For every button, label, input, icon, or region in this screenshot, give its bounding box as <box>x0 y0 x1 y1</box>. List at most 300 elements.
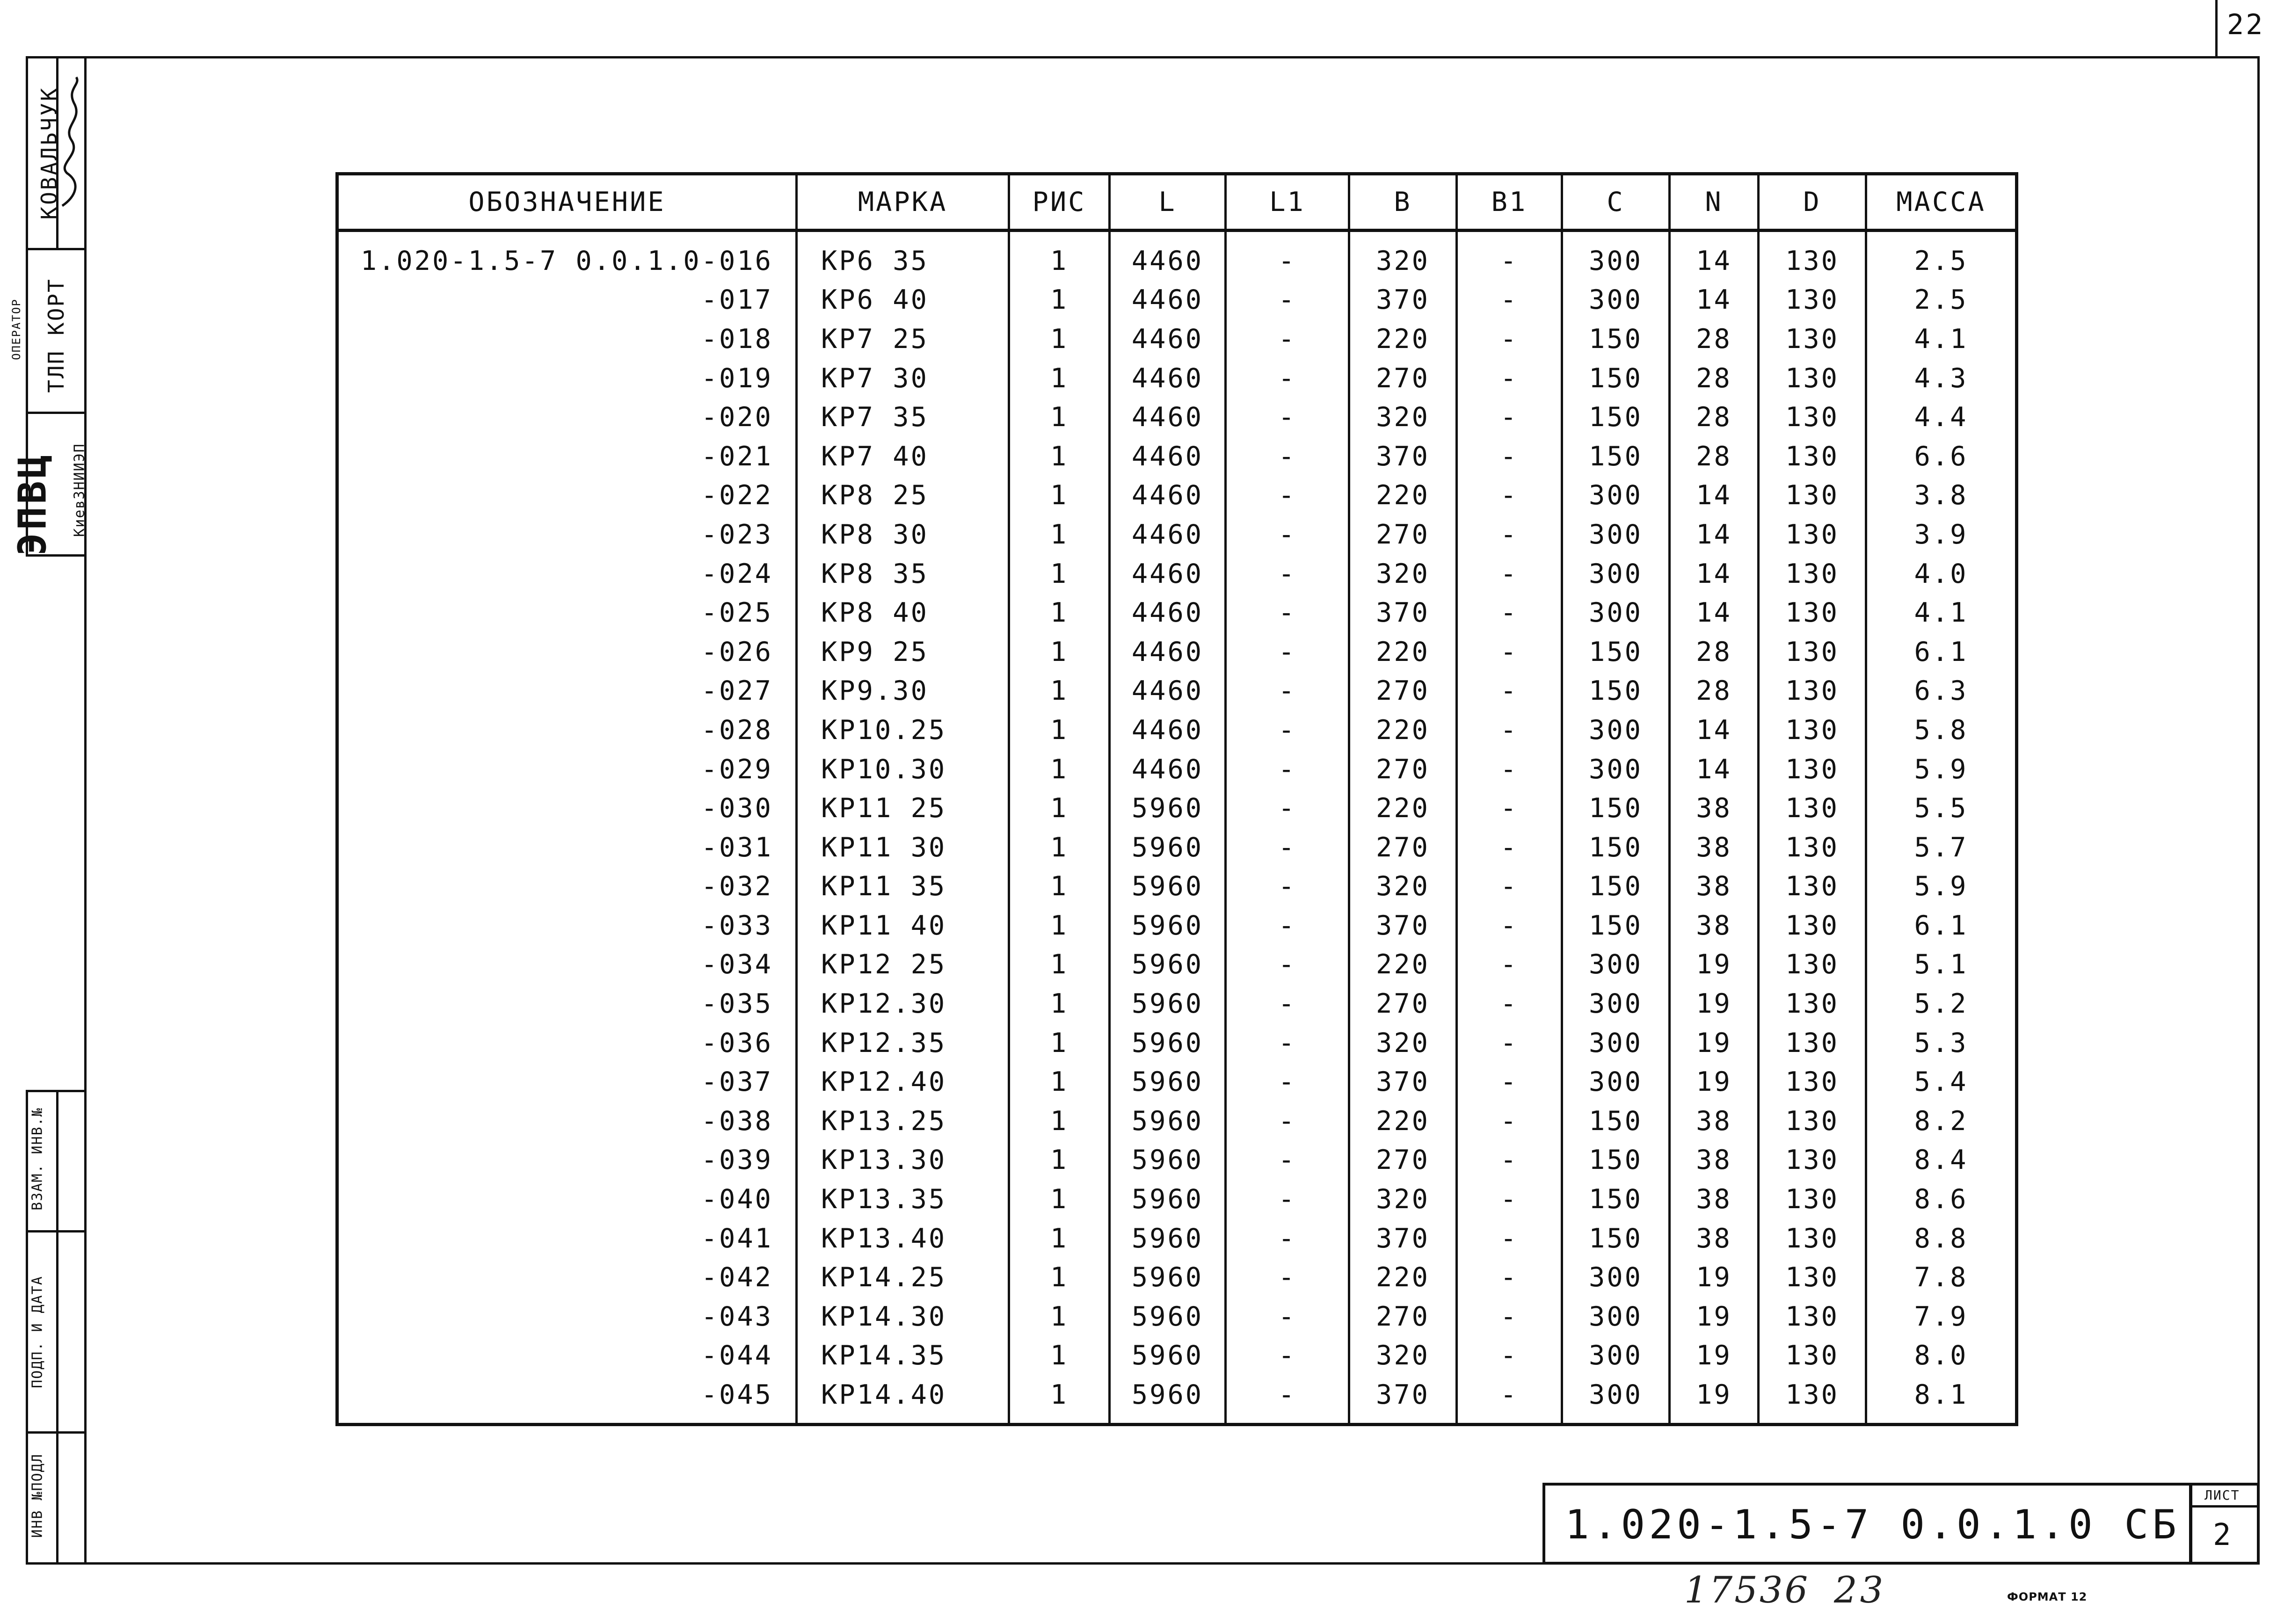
cell-mark: КР8 30 <box>797 515 1009 554</box>
cell-designation: -033 <box>337 906 797 945</box>
cell-l1: - <box>1226 359 1349 398</box>
cell-mass: 2.5 <box>1866 281 2017 320</box>
table-row <box>337 710 2017 750</box>
cell-b: 320 <box>1349 1180 1457 1219</box>
cell-mark: КР14.40 <box>797 1375 1009 1424</box>
cell-mark: КР7 25 <box>797 319 1009 359</box>
cell-b: 220 <box>1349 319 1457 359</box>
cell-c: 300 <box>1562 945 1670 985</box>
cell-l1: - <box>1226 710 1349 750</box>
cell-d: 130 <box>1759 1336 1866 1376</box>
cell-designation: -024 <box>337 554 797 594</box>
cell-n: 19 <box>1670 1297 1759 1336</box>
cell-mark: КР12.35 <box>797 1023 1009 1063</box>
cell-figure: 1 <box>1009 554 1110 594</box>
cell-designation: -030 <box>337 789 797 828</box>
cell-n: 14 <box>1670 710 1759 750</box>
cell-l: 4460 <box>1110 515 1226 554</box>
cell-l1: - <box>1226 1297 1349 1336</box>
cell-c: 300 <box>1562 593 1670 632</box>
cell-designation: -039 <box>337 1141 797 1180</box>
cell-figure: 1 <box>1009 789 1110 828</box>
cell-n: 28 <box>1670 672 1759 711</box>
cell-l: 5960 <box>1110 945 1226 985</box>
cell-designation: -040 <box>337 1180 797 1219</box>
cell-figure: 1 <box>1009 906 1110 945</box>
table-header-row <box>337 174 2017 231</box>
cell-d: 130 <box>1759 945 1866 985</box>
cell-b: 220 <box>1349 710 1457 750</box>
cell-b: 220 <box>1349 1258 1457 1297</box>
col-header-n: N <box>1670 174 1759 231</box>
col-header-d: D <box>1759 174 1866 231</box>
cell-figure: 1 <box>1009 281 1110 320</box>
cell-mark: КР13.25 <box>797 1102 1009 1141</box>
cell-b: 270 <box>1349 984 1457 1023</box>
cell-l: 5960 <box>1110 828 1226 867</box>
cell-b: 370 <box>1349 1375 1457 1424</box>
cell-b1: - <box>1457 1062 1562 1102</box>
cell-n: 14 <box>1670 476 1759 515</box>
cell-l: 4460 <box>1110 710 1226 750</box>
cell-d: 130 <box>1759 750 1866 789</box>
cell-b: 320 <box>1349 231 1457 281</box>
cell-designation: -025 <box>337 593 797 632</box>
cell-mass: 5.4 <box>1866 1062 2017 1102</box>
cell-mark: КР11 40 <box>797 906 1009 945</box>
cell-b1: - <box>1457 554 1562 594</box>
cell-mark: КР9.30 <box>797 672 1009 711</box>
cell-b1: - <box>1457 828 1562 867</box>
cell-figure: 1 <box>1009 319 1110 359</box>
cell-figure: 1 <box>1009 398 1110 437</box>
cell-figure: 1 <box>1009 1219 1110 1258</box>
cell-n: 38 <box>1670 906 1759 945</box>
cell-n: 38 <box>1670 1180 1759 1219</box>
cell-figure: 1 <box>1009 231 1110 281</box>
col-header-designation: ОБОЗНАЧЕНИЕ <box>337 174 797 231</box>
cell-l1: - <box>1226 1062 1349 1102</box>
cell-l: 4460 <box>1110 319 1226 359</box>
cell-b1: - <box>1457 593 1562 632</box>
cell-b: 270 <box>1349 828 1457 867</box>
cell-figure: 1 <box>1009 476 1110 515</box>
cell-mass: 7.9 <box>1866 1297 2017 1336</box>
cell-c: 150 <box>1562 867 1670 906</box>
cell-b1: - <box>1457 437 1562 476</box>
cell-mass: 5.5 <box>1866 789 2017 828</box>
cell-l: 5960 <box>1110 1180 1226 1219</box>
cell-designation: -026 <box>337 632 797 672</box>
cell-mark: КР12 25 <box>797 945 1009 985</box>
cell-b1: - <box>1457 1141 1562 1180</box>
cell-mark: КР12.40 <box>797 1062 1009 1102</box>
cell-b: 270 <box>1349 672 1457 711</box>
table-row <box>337 906 2017 945</box>
cell-l1: - <box>1226 231 1349 281</box>
cell-c: 150 <box>1562 1180 1670 1219</box>
table-row <box>337 231 2017 281</box>
cell-designation: -020 <box>337 398 797 437</box>
cell-d: 130 <box>1759 281 1866 320</box>
cell-b1: - <box>1457 398 1562 437</box>
stamp-divider <box>26 248 87 250</box>
cell-mark: КР9 25 <box>797 632 1009 672</box>
cell-figure: 1 <box>1009 867 1110 906</box>
cell-b1: - <box>1457 984 1562 1023</box>
cell-l: 4460 <box>1110 231 1226 281</box>
cell-n: 19 <box>1670 945 1759 985</box>
cell-l: 4460 <box>1110 672 1226 711</box>
cell-figure: 1 <box>1009 672 1110 711</box>
cell-n: 38 <box>1670 828 1759 867</box>
cell-mark: КР14.35 <box>797 1336 1009 1376</box>
cell-mass: 4.0 <box>1866 554 2017 594</box>
cell-b: 370 <box>1349 1219 1457 1258</box>
cell-designation: -018 <box>337 319 797 359</box>
cell-designation: -035 <box>337 984 797 1023</box>
cell-mark: КР11 35 <box>797 867 1009 906</box>
cell-d: 130 <box>1759 906 1866 945</box>
cell-designation: -032 <box>337 867 797 906</box>
cell-d: 130 <box>1759 1375 1866 1424</box>
cell-b1: - <box>1457 945 1562 985</box>
cell-figure: 1 <box>1009 984 1110 1023</box>
cell-figure: 1 <box>1009 1180 1110 1219</box>
table-row <box>337 359 2017 398</box>
cell-figure: 1 <box>1009 632 1110 672</box>
cell-mark: КР14.30 <box>797 1297 1009 1336</box>
cell-mass: 8.6 <box>1866 1180 2017 1219</box>
cell-l: 5960 <box>1110 1258 1226 1297</box>
cell-b: 370 <box>1349 906 1457 945</box>
cell-d: 130 <box>1759 1141 1866 1180</box>
cell-n: 38 <box>1670 789 1759 828</box>
cell-l1: - <box>1226 437 1349 476</box>
table-row <box>337 515 2017 554</box>
cell-b: 370 <box>1349 437 1457 476</box>
cell-d: 130 <box>1759 437 1866 476</box>
cell-d: 130 <box>1759 672 1866 711</box>
cell-designation: 1.020-1.5-7 0.0.1.0-016 <box>337 231 797 281</box>
cell-b1: - <box>1457 1336 1562 1376</box>
cell-mass: 2.5 <box>1866 231 2017 281</box>
cell-c: 150 <box>1562 789 1670 828</box>
cell-mark: КР8 25 <box>797 476 1009 515</box>
specification-table <box>335 172 2018 1426</box>
cell-l: 4460 <box>1110 359 1226 398</box>
cell-n: 19 <box>1670 1258 1759 1297</box>
cell-l: 4460 <box>1110 437 1226 476</box>
cell-b1: - <box>1457 231 1562 281</box>
cell-l: 4460 <box>1110 554 1226 594</box>
table-row <box>337 1258 2017 1297</box>
col-header-l: L <box>1110 174 1226 231</box>
cell-c: 150 <box>1562 1141 1670 1180</box>
cell-b1: - <box>1457 1375 1562 1424</box>
cell-d: 130 <box>1759 515 1866 554</box>
cell-n: 14 <box>1670 231 1759 281</box>
table-row <box>337 945 2017 985</box>
cell-mass: 8.0 <box>1866 1336 2017 1376</box>
cell-c: 300 <box>1562 984 1670 1023</box>
handwritten-signature <box>58 75 87 215</box>
cell-mass: 4.1 <box>1866 593 2017 632</box>
cell-mark: КР11 25 <box>797 789 1009 828</box>
cell-c: 150 <box>1562 359 1670 398</box>
cell-figure: 1 <box>1009 1297 1110 1336</box>
cell-d: 130 <box>1759 1219 1866 1258</box>
cell-designation: -021 <box>337 437 797 476</box>
cell-mark: КР10.25 <box>797 710 1009 750</box>
cell-mass: 5.9 <box>1866 867 2017 906</box>
cell-l: 5960 <box>1110 1023 1226 1063</box>
cell-designation: -038 <box>337 1102 797 1141</box>
col-header-b1: B1 <box>1457 174 1562 231</box>
cell-designation: -017 <box>337 281 797 320</box>
table-row <box>337 789 2017 828</box>
format-label: ФОРМАТ 12 <box>2007 1590 2088 1603</box>
cell-l: 5960 <box>1110 1219 1226 1258</box>
table-row <box>337 554 2017 594</box>
cell-l1: - <box>1226 867 1349 906</box>
cell-designation: -043 <box>337 1297 797 1336</box>
cell-b1: - <box>1457 1219 1562 1258</box>
cell-figure: 1 <box>1009 1336 1110 1376</box>
table-row <box>337 1375 2017 1424</box>
cell-l: 5960 <box>1110 906 1226 945</box>
cell-d: 130 <box>1759 984 1866 1023</box>
binding-inv-no-label: ИНВ №ПОДЛ <box>29 1453 46 1538</box>
cell-n: 14 <box>1670 593 1759 632</box>
cell-mass: 6.1 <box>1866 632 2017 672</box>
cell-c: 300 <box>1562 1336 1670 1376</box>
cell-mass: 5.8 <box>1866 710 2017 750</box>
cell-c: 300 <box>1562 1258 1670 1297</box>
cell-n: 14 <box>1670 554 1759 594</box>
cell-figure: 1 <box>1009 1102 1110 1141</box>
cell-n: 19 <box>1670 984 1759 1023</box>
cell-mark: КР6 40 <box>797 281 1009 320</box>
cell-n: 14 <box>1670 750 1759 789</box>
cell-l: 5960 <box>1110 1297 1226 1336</box>
table-row <box>337 593 2017 632</box>
cell-mass: 8.1 <box>1866 1375 2017 1424</box>
cell-b: 270 <box>1349 1297 1457 1336</box>
cell-b1: - <box>1457 632 1562 672</box>
cell-mass: 8.4 <box>1866 1141 2017 1180</box>
cell-l1: - <box>1226 1375 1349 1424</box>
cell-b1: - <box>1457 1258 1562 1297</box>
cell-b1: - <box>1457 750 1562 789</box>
cell-c: 300 <box>1562 281 1670 320</box>
cell-n: 28 <box>1670 437 1759 476</box>
cell-n: 28 <box>1670 319 1759 359</box>
cell-n: 19 <box>1670 1375 1759 1424</box>
table-row <box>337 476 2017 515</box>
cell-mass: 5.7 <box>1866 828 2017 867</box>
cell-c: 150 <box>1562 1219 1670 1258</box>
cell-mass: 8.2 <box>1866 1102 2017 1141</box>
cell-figure: 1 <box>1009 945 1110 985</box>
table-row <box>337 281 2017 320</box>
cell-designation: -041 <box>337 1219 797 1258</box>
cell-mass: 5.9 <box>1866 750 2017 789</box>
cell-mass: 5.3 <box>1866 1023 2017 1063</box>
cell-l: 4460 <box>1110 398 1226 437</box>
table-row <box>337 1219 2017 1258</box>
cell-d: 130 <box>1759 1062 1866 1102</box>
cell-d: 130 <box>1759 398 1866 437</box>
cell-mark: КР11 30 <box>797 828 1009 867</box>
table-row <box>337 1180 2017 1219</box>
cell-designation: -034 <box>337 945 797 985</box>
cell-b: 220 <box>1349 1102 1457 1141</box>
cell-d: 130 <box>1759 789 1866 828</box>
cell-mark: КР7 40 <box>797 437 1009 476</box>
cell-l: 5960 <box>1110 1336 1226 1376</box>
cell-l1: - <box>1226 1141 1349 1180</box>
cell-designation: -042 <box>337 1258 797 1297</box>
cell-c: 300 <box>1562 1297 1670 1336</box>
cell-figure: 1 <box>1009 1141 1110 1180</box>
cell-c: 150 <box>1562 632 1670 672</box>
cell-figure: 1 <box>1009 750 1110 789</box>
cell-c: 300 <box>1562 1062 1670 1102</box>
cell-designation: -027 <box>337 672 797 711</box>
binding-sign-date-label: ПОДП. И ДАТА <box>29 1276 46 1388</box>
cell-figure: 1 <box>1009 437 1110 476</box>
cell-designation: -036 <box>337 1023 797 1063</box>
cell-b1: - <box>1457 476 1562 515</box>
cell-figure: 1 <box>1009 593 1110 632</box>
cell-c: 300 <box>1562 554 1670 594</box>
cell-d: 130 <box>1759 867 1866 906</box>
cell-l: 5960 <box>1110 984 1226 1023</box>
cell-d: 130 <box>1759 1102 1866 1141</box>
cell-b: 220 <box>1349 632 1457 672</box>
cell-d: 130 <box>1759 476 1866 515</box>
cell-c: 150 <box>1562 828 1670 867</box>
cell-designation: -019 <box>337 359 797 398</box>
table-row <box>337 984 2017 1023</box>
cell-l1: - <box>1226 1180 1349 1219</box>
cell-l: 4460 <box>1110 750 1226 789</box>
table-row <box>337 319 2017 359</box>
stamp-org: ЭПВЦ <box>10 452 55 556</box>
cell-d: 130 <box>1759 231 1866 281</box>
cell-l: 4460 <box>1110 281 1226 320</box>
cell-d: 130 <box>1759 710 1866 750</box>
cell-figure: 1 <box>1009 710 1110 750</box>
cell-l1: - <box>1226 476 1349 515</box>
cell-l: 5960 <box>1110 789 1226 828</box>
cell-c: 150 <box>1562 1102 1670 1141</box>
cell-c: 300 <box>1562 750 1670 789</box>
cell-l1: - <box>1226 1219 1349 1258</box>
cell-designation: -031 <box>337 828 797 867</box>
cell-b1: - <box>1457 1102 1562 1141</box>
cell-d: 130 <box>1759 1023 1866 1063</box>
cell-figure: 1 <box>1009 1023 1110 1063</box>
cell-d: 130 <box>1759 554 1866 594</box>
table-row <box>337 1062 2017 1102</box>
cell-c: 300 <box>1562 231 1670 281</box>
cell-n: 28 <box>1670 398 1759 437</box>
sheet-number: 2 <box>2213 1518 2231 1552</box>
cell-designation: -029 <box>337 750 797 789</box>
stamp-operator-label: ОПЕРАТОР <box>10 298 23 360</box>
cell-l1: - <box>1226 945 1349 985</box>
cell-d: 130 <box>1759 593 1866 632</box>
cell-l1: - <box>1226 1336 1349 1376</box>
col-header-figure: РИС <box>1009 174 1110 231</box>
cell-l1: - <box>1226 828 1349 867</box>
cell-n: 28 <box>1670 359 1759 398</box>
cell-l: 4460 <box>1110 593 1226 632</box>
cell-b: 320 <box>1349 867 1457 906</box>
cell-designation: -028 <box>337 710 797 750</box>
cell-mark: КР13.35 <box>797 1180 1009 1219</box>
cell-b: 320 <box>1349 398 1457 437</box>
cell-l: 5960 <box>1110 1062 1226 1102</box>
cell-b: 270 <box>1349 750 1457 789</box>
cell-mass: 3.8 <box>1866 476 2017 515</box>
cell-b1: - <box>1457 515 1562 554</box>
cell-b: 320 <box>1349 554 1457 594</box>
cell-mark: КР12.30 <box>797 984 1009 1023</box>
cell-c: 150 <box>1562 437 1670 476</box>
cell-l1: - <box>1226 789 1349 828</box>
binding-divider <box>56 1090 58 1565</box>
cell-b1: - <box>1457 710 1562 750</box>
cell-l1: - <box>1226 750 1349 789</box>
cell-mark: КР13.40 <box>797 1219 1009 1258</box>
cell-b: 270 <box>1349 515 1457 554</box>
cell-l1: - <box>1226 593 1349 632</box>
cell-n: 28 <box>1670 632 1759 672</box>
cell-mark: КР7 30 <box>797 359 1009 398</box>
cell-l1: - <box>1226 398 1349 437</box>
cell-b: 320 <box>1349 1336 1457 1376</box>
stamp-org-sub: КиевЗНИИЭП <box>71 443 88 537</box>
cell-mark: КР6 35 <box>797 231 1009 281</box>
cell-b: 370 <box>1349 281 1457 320</box>
cell-b1: - <box>1457 867 1562 906</box>
cell-l1: - <box>1226 319 1349 359</box>
sheet-label: ЛИСТ <box>2204 1487 2240 1503</box>
cell-b1: - <box>1457 359 1562 398</box>
cell-figure: 1 <box>1009 359 1110 398</box>
cell-b: 270 <box>1349 359 1457 398</box>
stamp-divider <box>26 412 87 414</box>
cell-b: 220 <box>1349 476 1457 515</box>
cell-designation: -022 <box>337 476 797 515</box>
col-header-mass: МАССА <box>1866 174 2017 231</box>
cell-mark: КР8 35 <box>797 554 1009 594</box>
table-row <box>337 632 2017 672</box>
cell-l1: - <box>1226 984 1349 1023</box>
cell-n: 38 <box>1670 1219 1759 1258</box>
cell-b: 370 <box>1349 1062 1457 1102</box>
cell-b: 220 <box>1349 789 1457 828</box>
title-block-code: 1.020-1.5-7 0.0.1.0 СБ <box>1565 1501 2181 1548</box>
cell-b: 270 <box>1349 1141 1457 1180</box>
cell-mass: 6.1 <box>1866 906 2017 945</box>
cell-n: 19 <box>1670 1336 1759 1376</box>
cell-figure: 1 <box>1009 515 1110 554</box>
cell-mass: 4.1 <box>1866 319 2017 359</box>
